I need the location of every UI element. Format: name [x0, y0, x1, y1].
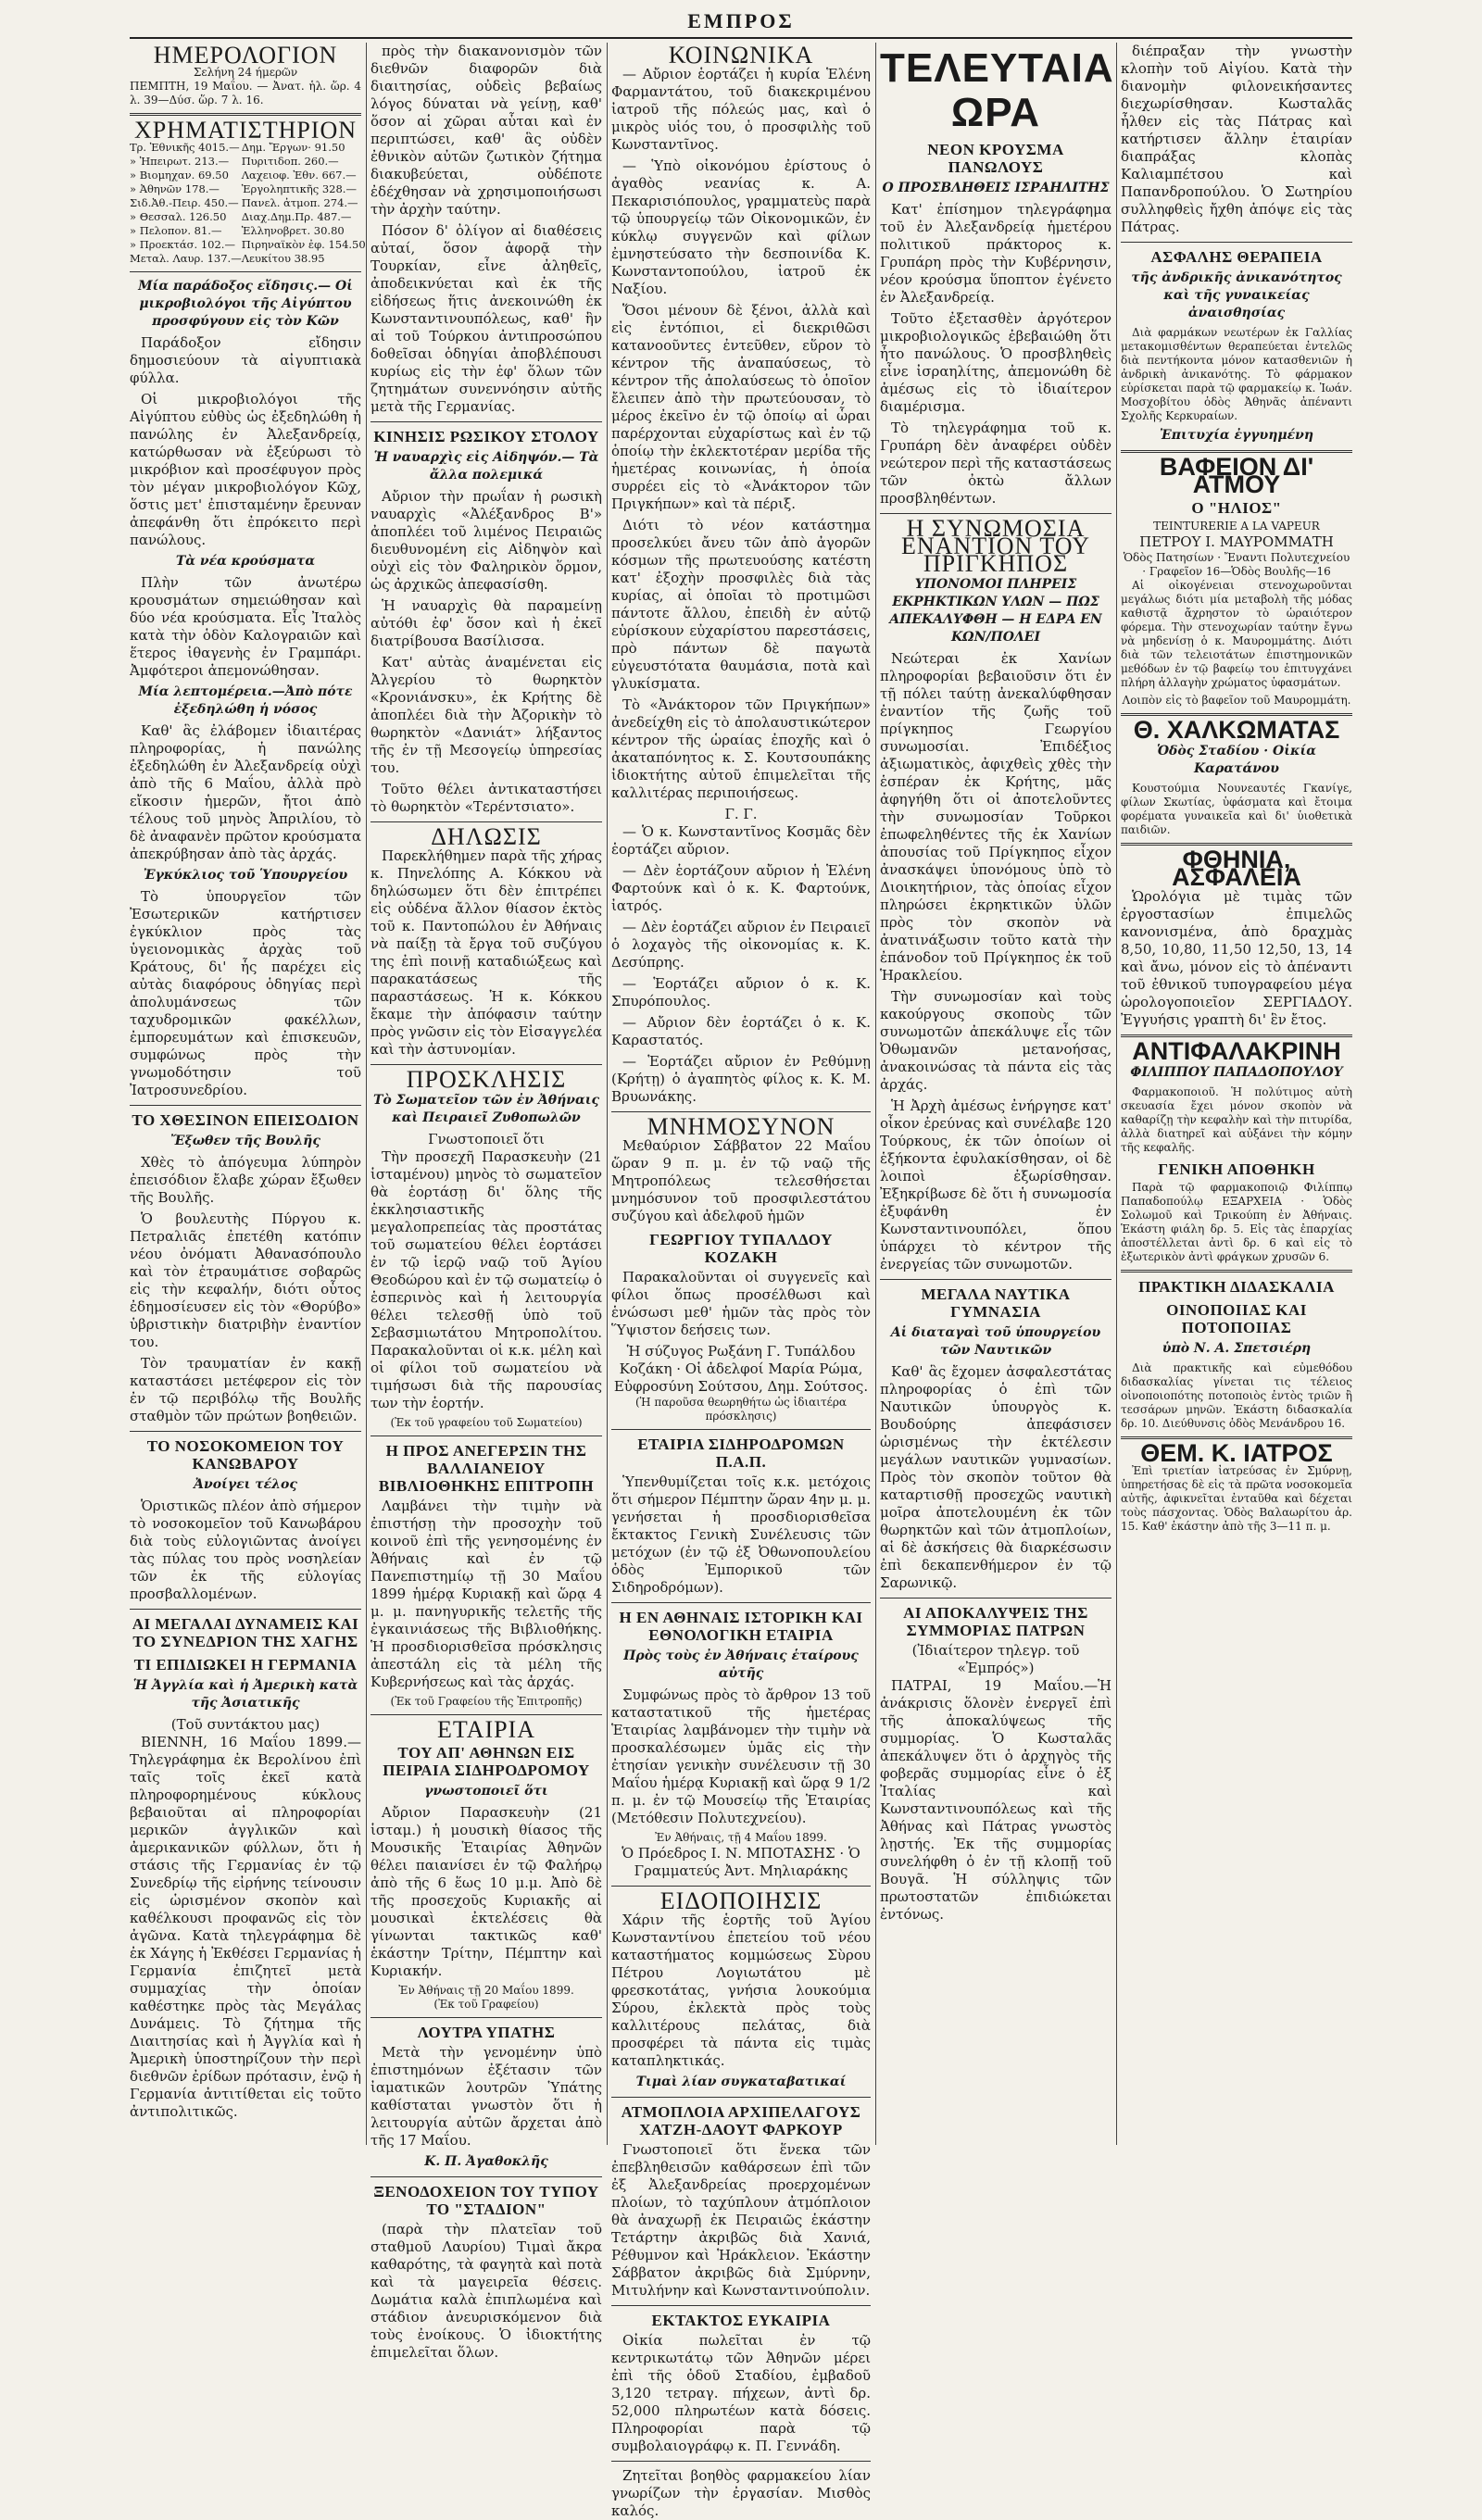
ad-subtitle: ὑπὸ Ν. Α. Σπετσιέρη — [1162, 1341, 1312, 1356]
divider — [880, 1279, 1112, 1280]
article-credit: (Ἰδιαίτερον τηλεγρ. τοῦ «Ἐμπρός») — [911, 1642, 1080, 1676]
article-title: ΤΟ ΝΟΣΟΚΟΜΕΙΟΝ ΤΟΥ ΚΑΝΩΒΑΡΟΥ — [146, 1437, 345, 1473]
ad-title: ΓΕΝΙΚΗ ΑΠΟΘΗΚΗ — [1158, 1160, 1315, 1178]
divider — [370, 2017, 602, 2018]
table-row: Σιδ.Ἀθ.-Πειρ. 450.— Πανελ. ἀτμοπ. 274.— — [130, 196, 358, 209]
article-title: ΚΙΝΗΣΙΣ ΡΩΣΙΚΟΥ ΣΤΟΛΟΥ — [373, 428, 599, 445]
article-title: ΚΟΙΝΩΝΙΚΑ — [668, 42, 814, 69]
ad-note: Λοιπὸν εἰς τὸ βαφεῖον τοῦ Μαυρομμάτη. — [1122, 694, 1351, 707]
article-subtitle: Πρὸς τοὺς ἐν Ἀθήναις ἑταίρους αὐτῆς — [623, 1649, 859, 1681]
article-text: — Δὲν ἑορτάζουν αὔριον ἡ Ἑλένη Φαρτούνκ καὶ ὁ κ. Κ. Φαρτούνκ, ἰατρός. — [611, 862, 871, 914]
table-row: Τρ. Ἐθνικῆς 4015.— Δημ. Ἔργων· 91.50 — [130, 141, 345, 154]
column-divider — [1116, 43, 1117, 2145]
article-text: Ἡ Ἀρχὴ ἀμέσως ἐνήργησε κατ' οἶκον ἐρεύνας καὶ συνέλαβε 120 Τούρκους, ἐκ τῶν ὁποίων οἱ ἑξήκοντα ἐφυλακίσθησαν, οἱ δὲ λοιποὶ ἐξωρίσθησαν. Ἐξηκρίβωσε δὲ ὅτι ἡ συνωμοσία ἐξυφάνθη ἐν Κωνσταντινουπόλει, ὅπου ὑπάρχει τὸ κέντρον τῆς ἐνεργείας τῶν συνωμοτῶν. — [880, 1097, 1112, 1273]
article-subtitle: ΤΟΥ ΑΠ' ΑΘΗΝΩΝ ΕΙΣ ΠΕΙΡΑΙΑ ΣΙΔΗΡΟΔΡΟΜΟΥ — [383, 1744, 590, 1779]
column-1 — [130, 42, 366, 2145]
divider — [1121, 1270, 1352, 1273]
article-title: ΔΗΛΩΣΙΣ — [431, 823, 542, 850]
article-text: πρὸς τὴν διακανονισμὸν τῶν διεθνῶν διαφορῶν διὰ διαιτησίας, οὐδεὶς βεβαίως λόγος δύναται νὰ γείνῃ, καθ' ὅσον αἱ χῶραι αὗται καὶ ἐν περιπτώσει, καθ' ἃς οὐδὲν ἐθνικὸν αὐτῶν ζωτικὸν ζήτημα διακυβεύεται, οὐδέποτε ἐδέχθησαν νὰ χρησιμοποιήσωσι τὴν ἀρχὴν ταύτην. — [370, 43, 602, 218]
article-text: Ὁ βουλευτὴς Πύργου κ. Πετραλιᾶς ἐπετέθη κατόπιν νέου ὀνόματι Ἀθανασόπουλο καὶ τὸν ἐτραυμάτισε σοβαρῶς εἰς τὴν κεφαλήν, διότι οὗτος ἐδημοσίευσεν εἰς τὸν «Θορύβο» ὑβριστικὴν διατριβὴν ἐναντίον του. — [130, 1210, 361, 1350]
divider — [611, 1886, 871, 1887]
article-date: Ἐν Ἀθήναις τῇ 20 Μαΐου 1899. — [398, 1984, 574, 1997]
article-signature: Ἡ σύζυγος Ρωξάνη Γ. Τυπάλδου Κοζάκη · Οἱ ἀδελφοί Μαρία Ρώμα, Εὐφροσύνη Σούτσου, Δημ. Σούτσος. — [613, 1343, 869, 1395]
article-text: Αὔριον Παρασκευὴν (21 ἱσταμ.) ἡ μουσικὴ θίασος τῆς Μουσικῆς Ἑταιρίας Ἀθηνῶν θέλει παιανίσει ἐν τῷ Φαλήρῳ ἀπὸ τῆς 6 ἕως 10 μ.μ. Ἀπὸ δὲ τῆς προσεχοῦς Κυριακῆς αἱ μουσικαὶ ἐκτελέσεις θὰ γίνωνται τακτικῶς καθ' ἑκάστην Τρίτην, Πέμπτην καὶ Κυριακήν. — [370, 1804, 602, 1979]
article-text: — Ἑορτάζει αὔριον ἐν Ρεθύμνῃ (Κρήτῃ) ὁ ἀγαπητὸς φίλος κ. Κ. Μ. Βρυωνάκης. — [611, 1053, 871, 1105]
table-row: » Πελοπον. 81.— Ἑλληνοβρετ. 30.80 — [130, 224, 345, 237]
ad-title: ΠΡΑΚΤΙΚΗ ΔΙΔΑΣΚΑΛΙΑ — [1138, 1278, 1335, 1296]
article-text: Συμφώνως πρὸς τὸ ἄρθρον 13 τοῦ καταστατικοῦ τῆς ἡμετέρας Ἑταιρίας λαμβάνομεν τὴν τιμὴν νὰ προσκαλέσωμεν ὑμᾶς εἰς τὴν ἐτησίαν γενικὴν συνέλευσιν τῇ 30 Μαΐου ἡμέρᾳ Κυριακῇ καὶ ὥρᾳ 9 1/2 π. μ. ἐν τῷ Μουσείῳ τῆς Ἑταιρίας (Μετόθεσιν Πολυτεχνείου). — [611, 1686, 871, 1826]
column-divider — [875, 43, 876, 2145]
article-text: — Ἑορτάζει αὔριον ὁ κ. Κ. Σπυρόπουλος. — [611, 975, 871, 1009]
ad-text: Ἐπὶ τριετίαν ἰατρεύσας ἐν Σμύρνῃ, ὑπηρετήσας δὲ εἰς τὰ πρῶτα νοσοκομεῖα αὐτῆς, ἀφικνεῖται ἐνταῦθα καὶ δέχεται τοὺς πάσχοντας. Ὁδὸς Βαλαωρίτου ἀρ. 15. Καθ' ἑκάστην ἀπὸ τῆς 3—11 π. μ. — [1121, 1464, 1352, 1533]
article-date: Ἐν Ἀθήναις, τῇ 4 Μαΐου 1899. — [655, 1831, 827, 1844]
ad-text: Ὡρολόγια μὲ τιμὰς τῶν ἐργοστασίων ἐπιμελῶς κανονισμένα, ἀπὸ δραχμὰς 8,50, 10,80, 11,50 12,50, 13, 14 καὶ ἄνω, μόνον εἰς τὸ ἀπέναντι τοῦ ἐθνικοῦ τυπογραφείου μέγα ὡρολογοποιεῖον ΣΕΡΓΙΑΔΟΥ. Ἐγγυήσις γραπτὴ δι' ἓν ἔτος. — [1121, 888, 1352, 1028]
stock-table — [130, 141, 366, 266]
article-credit: (Τοῦ συντάκτου μας) — [170, 1716, 320, 1733]
article-credit: (Ἐκ τοῦ Γραφείου) — [433, 1998, 539, 2011]
article-subtitle: γνωστοποιεῖ ὅτι — [424, 1784, 548, 1799]
article-note: (Ἡ παροῦσα θεωρηθήτω ὡς ἰδιαιτέρα πρόσκλησις) — [635, 1396, 847, 1423]
masthead: ΕΜΠΡΟΣ — [687, 9, 795, 32]
ad-title: ΘΕΜ. Κ. ΙΑΤΡΟΣ — [1140, 1439, 1333, 1467]
article-text: Οἰκία πωλεῖται ἐν τῷ κεντρικωτάτῳ τῶν Ἀθηνῶν μέρει ἐπὶ τῆς ὁδοῦ Σταδίου, ἐμβαδοῦ 3,120 τετραγ. πήχεων, ἀντὶ δρ. 52,000 πληρωτέων κατὰ δόσεις. Πληροφορίαι παρὰ τῷ συμβολαιογράφῳ κ. Π. Γεννάδη. — [611, 2332, 871, 2454]
article-text: Τὸν τραυματίαν ἐν κακῇ καταστάσει μετέφερον εἰς τὸν ἐν τῷ περιβόλῳ τῆς Βουλῆς σταθμὸν τῶν πρώτων βοηθειῶν. — [130, 1355, 361, 1424]
article-text: Γνωστοποιεῖ ὅτι ἕνεκα τῶν ἐπεβληθεισῶν καθάρσεων ἐπὶ τῶν ἐξ Ἀλεξανδρείας προερχομένων πλοίων, τὸ ταχύπλουν ἀτμόπλοιον θὰ ἀναχωρῇ ἐκ Πειραιῶς ἑκάστην Τετάρτην ἀκριβῶς διὰ Χανιά, Ρέθυμνον καὶ Ἡράκλειον. Ἑκάστην Σάββατον ἀκριβῶς διὰ Σμύρνην, Μιτυλήνην καὶ Κωνσταντινούπολιν. — [611, 2141, 871, 2299]
article-text: Ὅσοι μένουν δὲ ξένοι, ἀλλὰ καὶ εἰς ἐντόπιοι, εἰ διεκριθῶσι κατανοοῦντες ἐντεῦθεν, εὕρον τὸ κέντρον τῆς ἀναπαύσεως, τὸ κέντρον τῆς ἀπολαύσεως τὸ ὁποῖον ἔλειπεν ἀπὸ τὴν πρωτεύουσαν, τὸ μέρος ἐκεῖνο ἐν τῷ ὁποίῳ αἱ ὧραι παρέρχονται εὐχαρίστως καὶ ἐν τῷ ὁποίῳ τὴν ἐκλεκτοτέραν μερίδα τῆς ἡμετέρας κοινωνίας, ἡ ὁποία συρρέει εἰς τὸ «Ἀνάκτορον τῶν Πριγκήπων» καὶ τὰ πέριξ. — [611, 302, 871, 512]
column-3 — [611, 42, 871, 2519]
article-signature: Ὁ Πρόεδρος Ι. Ν. ΜΠΟΤΑΣΗΣ · Ὁ Γραμματεύς Ἀντ. Μηλιαράκης — [622, 1845, 860, 1879]
divider — [370, 421, 602, 422]
divider — [370, 1714, 602, 1715]
divider — [611, 1602, 871, 1603]
divider — [130, 1609, 361, 1610]
article-signature: Κ. Π. Ἀγαθοκλῆς — [424, 2154, 548, 2169]
table-row: » Προεκτάσ. 102.— Πιρηναϊκὸν ἐφ. 154.50 — [130, 238, 366, 251]
article-text: Νεώτεραι ἐκ Χανίων πληροφορίαι βεβαιοῦσιν ὅτι ἐν τῇ πόλει ταύτῃ ἀνεκαλύφθησαν ἐναντίον τῆς ζωῆς τοῦ πρίγκηπος Γεωργίου συνωμοσίαι. Ἐπιδέξιος ἀξιωματικὸς, ἀφιχθεὶς χθὲς τὴν ἑσπέραν ἐκ Κρήτης, μᾶς ἀφηγήθη ὅτι οἱ ἀποτελοῦντες τὴν συνωμοσίαν Τοῦρκοι ἐπωφεληθέντες τῆς ἐκ Χανίων ἀπουσίας τοῦ Πρίγκηπος εἶχον ἀνασκάψει ὑπονόμους ὑπὸ τὸ Διοικητήριον, τὰς ὁποίας εἶχον πληρώσει ἐκρηκτικῶν ὑλῶν πρὸς τὸν σκοπὸν νὰ ἀνατινάξωσιν τοῦτο κατὰ τὴν ἐπάνοδον τοῦ Πρίγκηπος ἐκ τοῦ Ἡρακλείου. — [880, 650, 1112, 984]
article-subtitle: Ἔξωθεν τῆς Βουλῆς — [170, 1134, 320, 1148]
article-text: Αὔριον τὴν πρωΐαν ἡ ρωσικὴ ναυαρχὶς «Ἀλέξανδρος Β'» ἀποπλέει τοῦ λιμένος Πειραιῶς διευθυνομένη εἰς Αἰδηψὸν καὶ οὐχὶ εἰς τὸν Φαληρικὸν ὅρμον, ὡς ἀρχικῶς ἀπεφασίσθη. — [370, 488, 602, 593]
ad-text: Φαρμακοποιοῦ. Ἡ πολύτιμος αὐτὴ σκευασία ἔχει μόνον σκοπὸν νὰ καθαρίζῃ τὴν κεφαλὴν καὶ τὴν πιτυρίδα, ἀλλὰ διατηρεῖ καὶ αὐξάνει τὴν κόμην τῆς κεφαλῆς. — [1121, 1085, 1352, 1154]
article-subtitle: Αἱ διαταγαὶ τοῦ ὑπουργείου τῶν Ναυτικῶν — [890, 1325, 1101, 1358]
article-text: Τὴν συνωμοσίαν καὶ τοὺς κακούργους σκοποὺς τῶν συνωμοτῶν ἀπεκάλυψε εἷς τῶν Ὀθωμανῶν μετανοήσας, ἀνακοινώσας τὰ πάντα εἰς τὰς ἀρχάς. — [880, 988, 1112, 1093]
divider — [370, 821, 602, 822]
ad-title: ΑΝΤΙΦΑΛΑΚΡΙΝΗ — [1132, 1037, 1341, 1065]
divider — [130, 271, 361, 272]
article-text: Διότι τὸ νέον κατάστημα προσελκύει ἄνευ τῶν ἀπὸ ἀγορῶν κόσμων τῆς πρωτευούσης κατέστη κατ' ἐξοχὴν προσφιλὲς διὰ τὰς κυρίας, αἱ ὁποῖαι τὸ προτιμῶσι πάντοτε ἄλλου, ἐπειδὴ ἐν αὐτῷ εὑρίσκουν εὐχαρίστου παρεστάσεις, πρὸ πάντων δὲ παγωτὰ εὐγευστότατα θαυμάσια, ποτὰ καὶ γλυκίσματα. — [611, 517, 871, 692]
article-text: Πλὴν τῶν ἀνωτέρω κρουσμάτων σημειώθησαν καὶ δύο νέα κρούσματα. Εἷς Ἰταλὸς κατὰ τὴν ὁδὸν Καλογραιῶν καὶ ἕτερος ἰθαγενὴς ἐν Γραμπάρι. Ἀμφότεροι ἀπεμονώθησαν. — [130, 574, 361, 679]
article-signature: Γ. Γ. — [724, 806, 758, 822]
article-subtitle: ΓΕΩΡΓΙΟΥ ΤΥΠΑΛΔΟΥ ΚΟΖΑΚΗ — [649, 1231, 833, 1266]
article-title: Μία λεπτομέρεια.—Ἀπὸ πότε ἐξεδηλώθη ἡ νόσος — [138, 684, 353, 717]
ad-title: ΑΣΦΑΛΗΣ ΘΕΡΑΠΕΙΑ — [1150, 248, 1323, 266]
article-text: ΒΙΕΝΝΗ, 16 Μαΐου 1899.—Τηλεγράφημα ἐκ Βερολίνου ἐπὶ ταῖς τοῖς ἐκεῖ κατὰ πληροφορημένους κύκλους βεβαιοῦται αἱ πληροφορίαι μερικῶν ἀγγλικῶν καὶ ἀμερικανικῶν φύλλων, ὅτι ἡ στάσις τῆς Γερμανίας ἐν τῷ Συνεδρίῳ τῆς εἰρήνης τείνουσιν εἰς ὡρισμένον σκοπὸν καὶ καθέλκουσι προφανῶς εἰς τὸν ἀγῶνα. Κατὰ τηλεγράφημα δὲ ἐκ Χάγης ἡ Ἐκθέσει Γερμανίας ἡ Γερμανία ἐπιζητεῖ μετὰ συμμαχίας τὴν ὁποίαν καθέστηκε πρὸς τὰς Μεγάλας Δυνάμεις. Τὸ ζήτημα τῆς Διαιτησίας καὶ ἡ Ἀγγλία καὶ ἡ Ἀμερικὴ ὑποστηρίζουν τὴν περὶ διεθνῶν ἐρίδων πρότασιν, ἐνῷ ἡ Γερμανία ἀντιτίθεται εἰς τοῦτο ἀντιπολιτικῶς. — [130, 1734, 361, 2120]
article-title: ΕΚΤΑΚΤΟΣ ΕΥΚΑΙΡΙΑ — [651, 2312, 831, 2329]
ad-subtitle: Ο "ΗΛΙΟΣ" — [1191, 499, 1282, 517]
article-title: ΑΙ ΑΠΟΚΑΛΥΨΕΙΣ ΤΗΣ ΣΥΜΜΟΡΙΑΣ ΠΑΤΡΩΝ — [903, 1604, 1088, 1639]
article-title: ΜΝΗΜΟΣΥΝΟΝ — [647, 1113, 835, 1140]
table-row: » Θεσσαλ. 126.50 Διαχ.Δημ.Πρ. 487.— — [130, 210, 352, 223]
article-text: Παρακαλοῦνται οἱ συγγενεῖς καὶ φίλοι ὅπως προσέλθωσι καὶ ἑνώσωσι μεθ' ἡμῶν τὰς πρὸς τὸν Ὕψιστον δεήσεις των. — [611, 1269, 871, 1338]
article-subtitle: Ἡ Ἀγγλία καὶ ἡ Ἀμερικὴ κατὰ τῆς Ἀσιατικῆς — [132, 1678, 358, 1711]
article-title: Μία παράδοξος εἴδησις.— Οἱ μικροβιολόγοι τῆς Αἰγύπτου προσφύγουν εἰς τὸν Κῶν — [138, 279, 353, 329]
article-title: ΤΟ ΧΘΕΣΙΝΟΝ ΕΠΕΙΣΟΔΙΟΝ — [132, 1111, 359, 1129]
exchange-title: ΧΡΗΜΑΤΙΣΤΗΡΙΟΝ — [133, 117, 358, 144]
article-text: Οἱ μικροβιολόγοι τῆς Αἰγύπτου εὐθὺς ὡς ἐξεδηλώθη ἡ πανώλης ἐν Ἀλεξανδρείᾳ, κατώρθωσαν νὰ ἐξεύρωσι τὸ μικρόβιον καὶ προσέφυγον πρὸς τὸν μέγαν μικροβιολόγον Κῶχ, ὅστις μετ' ἐπισταμένην ἔρευναν ἀπεφάνθη ὅτι ἐπρόκειτο περὶ πανώλους. — [130, 391, 361, 548]
ad-subtitle: τῆς ἀνδρικῆς ἀνικανότητος καὶ τῆς γυναικείας ἀναισθησίας — [1131, 270, 1342, 320]
article-text: Λαμβάνει τὴν τιμὴν νὰ ἐπιστήσῃ τὴν προσοχὴν τοῦ κοινοῦ ἐπὶ τῆς γενησομένης ἐν Ἀθήναις καὶ ἐν τῷ Πανεπιστημίῳ τῇ 30 Μαΐου 1899 ἡμέρᾳ Κυριακῇ καὶ ὥρᾳ 4 μ. μ. πανηγυρικῆς τελετῆς τῆς ἐγκαινιάσεως τῆς Βιβλιοθήκης. Ἡ προσδιορισθεῖσα πρόσκλησις ἀπεστάλη εἰς τὰ μέλη τῆς Κυβερνήσεως καὶ τὰς ἀρχάς. — [370, 1498, 602, 1690]
article-subtitle: Ἀνοίγει τέλος — [194, 1477, 297, 1492]
article-text: Παρεκλήθημεν παρὰ τῆς χήρας κ. Πηνελόπης Α. Κόκκου νὰ δηλώσωμεν ὅτι δὲν ἐπιτρέπει εἰς οὐδένα ἄλλον θίασον ἐκτὸς τοῦ κ. Παντοπώλου ἐν Ἀθήναις νὰ παίξῃ τὰ ἔργα τοῦ συζύγου της ἐπὶ ποινῇ καταδιώξεως καὶ παρακατάσεως τῆς παραστάσεως. Ἡ κ. Κόκκου ἔκαμε τὴν ἀπόφασιν ταύτην πρὸς γνῶσιν εἰς τὸν Εἰσαγγελέα καὶ τὴν ἀστυνομίαν. — [370, 847, 602, 1058]
divider — [880, 513, 1112, 514]
ad-text: Διὰ φαρμάκων νεωτέρων ἐκ Γαλλίας μετακομισθέντων θεραπεύεται ἐντελῶς διὰ πεντήκοντα μόνον κατασθενιῶν ἡ ἀνδρικὴ ἀνικανότης. Τὸ φάρμακον εὑρίσκεται παρὰ τῷ φαρμακείῳ κ. Ἰωάν. Μοσχοβίτου ὁδὸς Ἀθηνᾶς ἀπέναντι Σχολῆς Κερκυραίων. — [1121, 326, 1352, 422]
article-text: Τὴν προσεχῆ Παρασκευὴν (21 ἱσταμένου) μηνὸς τὸ σωματεῖον θὰ ἑορτάσῃ δι' ὅλης τῆς ἐκκλησιαστικῆς μεγαλοπρεπείας τὰς προστάτας τοῦ σωματείου θέλει ἑορτάσει ἐν τῷ ἱερῷ ναῷ τοῦ Ἁγίου Θεοδώρου καὶ ἐν τῷ σωματείῳ ὁ ἑσπερινὸς καὶ ἡ λειτουργία θέλει τελεσθῇ ὑπὸ τοῦ Σεβασμιωτάτου Μητροπολίτου. Παρακαλοῦνται οἱ κ.κ. μέλη καὶ οἱ φίλοι τοῦ σωματείου νὰ τιμήσωσι διὰ τῆς παρουσίας των τὴν ἑορτήν. — [370, 1148, 602, 1411]
ad-text: Παρὰ τῷ φαρμακοποιῷ Φιλίππῳ Παπαδοπούλῳ ΕΞΑΡΧΕΙΑ · Ὁδὸς Σολωμοῦ καὶ Τρικούπη ἐν Ἀθήναις. Ἑκάστη φιάλη δρ. 5. Εἰς τὰς ἐπαρχίας ἀποστέλλεται ἀντὶ δρ. 6 καὶ εἰς τὸ ἐξωτερικὸν ἀντὶ φράγκων χρυσῶν 6. — [1121, 1181, 1352, 1263]
ad-subtitle: ΟΙΝΟΠΟΙΙΑΣ ΚΑΙ ΠΟΤΟΠΟΙΙΑΣ — [1166, 1301, 1307, 1336]
article-title: Τὰ νέα κρούσματα — [175, 554, 316, 569]
table-row: » Ἀθηνῶν 178.— Ἐργοληπτικῆς 328.— — [130, 182, 357, 195]
divider — [611, 2461, 871, 2462]
table-row: Μεταλ. Λαυρ. 137.— Λευκίτου 38.95 — [130, 252, 325, 265]
divider — [130, 113, 361, 116]
top-rule — [130, 37, 1352, 39]
article-note: Ζητεῖται βοηθὸς φαρμακείου λίαν γνωρίζων τὴν ἐργασίαν. Μισθὸς καλός. — [611, 2467, 871, 2519]
article-text: Τοῦτο θέλει ἀντικαταστήσει τὸ θωρηκτὸν «Τερέντσιατο». — [370, 781, 602, 815]
ad-address: Ὁδὸς Πατησίων · Ἔναντι Πολυτεχνείου · Γραφεῖον 16—Ὁδὸς Βουλῆς—16 — [1123, 551, 1350, 578]
ad-subtitle: TEINTURERIE A LA VAPEUR — [1153, 520, 1320, 533]
article-text: Χάριν τῆς ἑορτῆς τοῦ Ἁγίου Κωνσταντίνου ἐπετείου τοῦ νέου καταστήματος κομμώσεως Σὺρου Πέτρου Λογιωτάτου μὲ φρεσκοτάτας, γνήσια λουκούμια Σύρου, ἐκλεκτὰ πρὸς τοὺς καλλιτέρους πελάτας, διὰ προσφέρει τὰ πάντα εἰς τιμὰς καταπληκτικάς. — [611, 1912, 871, 2069]
article-title: ΑΤΜΟΠΛΟΙΑ ΑΡΧΙΠΕΛΑΓΟΥΣ ΧΑΤΖΗ-ΔΑΟΥΤ ΦΑΡΚΟΥΡ — [621, 2103, 861, 2138]
article-title: Η ΠΡΟΣ ΑΝΕΓΕΡΣΙΝ ΤΗΣ ΒΑΛΛΙΑΝΕΙΟΥ ΒΙΒΛΙΟΘΗΚΗΣ ΕΠΙΤΡΟΠΗ — [378, 1442, 595, 1495]
article-text: — Δὲν ἑορτάζει αὔριον ἐν Πειραιεῖ ὁ λοχαγὸς τῆς οἰκονομίας κ. Κ. Δεσύπρης. — [611, 919, 871, 971]
ad-signature: Ἐπιτυχία ἐγγυημένη — [1159, 428, 1314, 443]
article-text: Τὸ «Ἀνάκτορον τῶν Πριγκήπων» ἀνεδείχθη εἰς τὸ ἀπολαυστικώτερον κέντρον τῆς ὡραίας ἐποχῆς καὶ ὁ ἀκαταπόνητος κ. Σ. Κουτσουπάκης ἰδιοκτήτης αὐτοῦ ἐπιμελεῖται τῆς καλλιτέρας περιποιήσεως. — [611, 696, 871, 801]
article-text: Μετὰ τὴν γενομένην ὑπὸ ἐπιστημόνων ἐξέτασιν τῶν ἰαματικῶν λουτρῶν Ὑπάτης καθίσταται γνωστὸν ὅτι ἡ λειτουργία αὐτῶν ἄρχεται ἀπὸ τῆς 17 Μαΐου. — [370, 2044, 602, 2149]
article-credit: (Ἐκ τοῦ Γραφείου τῆς Ἐπιτροπῆς) — [390, 1695, 583, 1708]
ad-subtitle: ΠΕΤΡΟΥ Ι. ΜΑΥΡΟΜΜΑΤΗ — [1139, 533, 1334, 550]
article-text: διέπραξαν τὴν γνωστὴν κλοπὴν τοῦ Αἰγίου. Κατὰ τὴν διανομὴν φιλονεικήσαντες διεχωρίσθησαν. Κωσταλᾶς ἦλθεν εἰς τὰς Πάτρας καὶ κατήρτισεν ἄλλην ἑταιρίαν διαπράξας κλοπὰς Καλιαμπέτσου καὶ Παπανδροπούλου. Ὁ Σωτηρίου συλληφθεὶς ἤχθη ἀπόψε εἰς τὰς Πάτρας. — [1121, 43, 1352, 235]
ad-text: Κουστούμια Νουνεαυτές Γκανίγε, φίλων Σκωτίας, ὑφάσματα καὶ ἔτοιμα φορέματα γυναικεῖα καὶ δι' ὑιοθετικὰ παιδιῶν. — [1121, 782, 1352, 836]
divider — [611, 1111, 871, 1112]
calendar-title: ΗΜΕΡΟΛΟΓΙΟΝ — [153, 42, 338, 69]
article-title: Ἐγκύκλιος τοῦ Ὑπουργείου — [143, 868, 348, 883]
article-text: Ἡ ναυαρχὶς θὰ παραμείνῃ αὐτόθι ἐφ' ὅσον καὶ ἡ ἐκεῖ διατρίβουσα Βασίλισσα. — [370, 597, 602, 649]
article-text: Κατ' ἐπίσημον τηλεγράφημα τοῦ ἐν Ἀλεξανδρείᾳ ἡμετέρου πολιτικοῦ πράκτορος κ. Γρυπάρη πρὸς τὴν Κυβέρνησιν, νέον κρούσμα ὕποπτον ἐγένετο ἐν Ἀλεξανδρείᾳ. — [880, 201, 1112, 306]
article-subtitle: ΤΙ ΕΠΙΔΙΩΚΕΙ Η ΓΕΡΜΑΝΙΑ — [133, 1656, 358, 1674]
calendar-line: ΠΕΜΠΤΗ, 19 Μαΐου. — Ἀνατ. ἡλ. ὥρ. 4 λ. 39—Δύσ. ὥρ. 7 λ. 16. — [130, 80, 361, 107]
article-title: ΕΤΑΙΡΙΑ ΣΙΔΗΡΟΔΡΟΜΩΝ Π.Α.Π. — [637, 1436, 845, 1471]
ad-text: Αἱ οἰκογένειαι στενοχωροῦνται μεγάλως διότι μία μεταβολὴ τῆς μόδας καθιστᾷ ἄχρηστον τὸ ὡραιότερον φόρεμα. Τὴν στενοχωρίαν ταύτην ἔγνω νὰ μηδενίσῃ ὁ κ. Μαυρομμάτης. Διότι διὰ τῶν τελειοτάτων ἐπιστημονικῶν μεθόδων ἐν τῷ βαφείῳ του ἐπιτυγχάνει πλήρη ἀλλαγὴν χρώματος ὑφασμάτων. — [1121, 579, 1352, 689]
article-text: Τοῦτο ἐξετασθὲν ἀργότερον μικροβιολογικῶς ἐβεβαιώθη ὅτι ἦτο πανώλους. Ὁ προσβληθεὶς εἶνε ἰσραηλίτης, ἀπεμονώθη δὲ ἀμέσως εἰς τὸ ἰδιαίτερον διαμέρισμα. — [880, 310, 1112, 415]
article-text: Ὑπενθυμίζεται τοῖς κ.κ. μετόχοις ὅτι σήμερον Πέμπτην ὥραν 4ην μ. μ. γενήσεται ἡ προσδιορισθεῖσα ἔκτακτος Γενικὴ Συνέλευσις τῶν μετόχων (ἐν τῷ ἐξ Ὀθωνοπουλείου ὁδὸς Ἐμπορικοῦ τῶν Σιδηροδρόμων). — [611, 1473, 871, 1596]
table-row: » Ἠπειρωτ. 213.— Πυριτιδοπ. 260.— — [130, 155, 339, 168]
article-text: Χθὲς τὸ ἀπόγευμα λύπηρὸν ἐπεισόδιον ἔλαβε χώραν ἔξωθεν τῆς Βουλῆς. — [130, 1154, 361, 1206]
article-text: — Ὑπὸ οἰκονόμου ἐρίστους ὁ ἀγαθὸς νεανίας κ. Α. Πεκαρισιόπουλος, γραμματεὺς παρὰ τῷ ὑπουργείῳ τῶν Οἰκονομικῶν, ἐν κύκλῳ συγγενῶν καὶ φίλων ἐμνηστεύσατο τὴν δεσποινίδα Κ. Κωνσταντοπούλου, ἰατροῦ ἐκ Ναξίου. — [611, 157, 871, 297]
article-text: Ὁριστικῶς πλέον ἀπὸ σήμερον τὸ νοσοκομεῖον τοῦ Κανωβάρου διὰ τοὺς εὐλογιῶντας ἀνοίγει τὰς πύλας του πρὸς νοσηλείαν τῶν ἐκ τῆς εὐλογίας προσβαλλομένων. — [130, 1498, 361, 1602]
column-5 — [1121, 43, 1352, 2145]
ad-title: ΦΘΗΝΙΑ, ΑΣΦΑΛΕΙΑ — [1172, 846, 1301, 891]
article-text: Καθ' ἃς ἐλάβομεν ἰδιαιτέρας πληροφορίας, ἡ πανώλης ἐξεδηλώθη ἐν Ἀλεξανδρείᾳ οὐχὶ ἀπὸ τῆς 6 Μαΐου, ἀλλὰ πρὸ εἴκοσιν ἡμερῶν, ἤτοι ἀπὸ τέλους τοῦ μηνὸς Ἀπριλίου, τὸ δὲ ἀναφανὲν πρῶτον κρούσματα ἀπεκρύβησαν ἀπὸ τὰς ἀρχάς. — [130, 722, 361, 862]
article-title: ΜΕΓΑΛΑ ΝΑΥΤΙΚΑ ΓΥΜΝΑΣΙΑ — [921, 1285, 1071, 1321]
divider — [130, 1431, 361, 1432]
article-subtitle: Γνωστοποιεῖ ὅτι — [428, 1131, 545, 1147]
last-hour-title: ΤΕΛΕΥΤΑΙΑ ΩΡΑ — [880, 45, 1114, 135]
article-title: ΑΙ ΜΕΓΑΛΑΙ ΔΥΝΑΜΕΙΣ ΚΑΙ ΤΟ ΣΥΝΕΔΡΙΟΝ ΤΗΣ ΧΑΓΗΣ — [132, 1615, 359, 1650]
column-divider — [607, 43, 608, 2145]
table-row: » Βιομηχαν. 69.50 Λαχειοφ. Ἐθν. 667.— — [130, 169, 357, 182]
divider — [611, 1429, 871, 1430]
divider — [370, 1064, 602, 1065]
article-text: (παρὰ τὴν πλατεῖαν τοῦ σταθμοῦ Λαυρίου) Τιμαὶ ἄκρα καθαρότης, τὰ φαγητὰ καὶ ποτὰ καὶ τὰ μαγειρεῖα θέσεις. Δωμάτια καλὰ ἐπιπλωμένα καὶ στάδιον ἀνευρισκόμενον διὰ τοὺς ἐνοίκους. Ὁ ἰδιοκτήτης ἐπιμελεῖται ὅλων. — [370, 2221, 602, 2361]
article-subtitle: Ἡ ναυαρχὶς εἰς Αἰδηψόν.— Τὰ ἄλλα πολεμικά — [373, 450, 599, 483]
calendar-line: Σελήνη 24 ήμερῶν — [193, 66, 298, 79]
article-title: ΞΕΝΟΔΟΧΕΙΟΝ ΤΟΥ ΤΥΠΟΥ ΤΟ "ΣΤΑΔΙΟΝ" — [373, 2183, 599, 2218]
article-title: ΠΡΟΣΚΛΗΣΙΣ — [406, 1066, 567, 1093]
article-title: Η ΣΥΝΩΜΟΣΙΑ ΕΝΑΝΤΙΟΝ ΤΟΥ ΠΡΙΓΚΗΠΟΣ — [900, 515, 1090, 577]
article-title: ΕΙΔΟΠΟΙΗΣΙΣ — [659, 1887, 823, 1914]
article-credit: (Ἐκ τοῦ γραφείου τοῦ Σωματείου) — [390, 1416, 583, 1429]
divider — [1121, 242, 1352, 243]
divider — [611, 2305, 871, 2306]
divider — [130, 1105, 361, 1106]
article-subtitle: ΥΠΟΝΟΜΟΙ ΠΛΗΡΕΙΣ ΕΚΡΗΚΤΙΚΩΝ ΥΛΩΝ — ΠΩΣ ΑΠΕΚΑΛΥΦΘΗ — Η ΕΔΡΑ ΕΝ ΚΩΝ/ΠΟΛΕΙ — [889, 577, 1102, 645]
article-subtitle: Τὸ Σωματεῖον τῶν ἐν Ἀθήναις καὶ Πειραιεῖ Ζυθοπωλῶν — [372, 1093, 600, 1125]
article-subtitle: Ο ΠΡΟΣΒΛΗΘΕΙΣ ΙΣΡΑΗΛΙΤΗΣ — [882, 181, 1110, 195]
article-text: Καθ' ἃς ἔχομεν ἀσφαλεστάτας πληροφορίας ὁ ἐπὶ τῶν Ναυτικῶν ὑπουργὸς κ. Βουδούρης ἀπεφάσισεν ὡρισμένως τὴν ἐκτέλεσιν μεγάλων ναυτικῶν γυμνασίων. Πρὸς τὸν σκοπὸν τοῦτον θὰ καταρτισθῇ προσεχῶς ναυτικὴ μοῖρα ἀποτελουμένη ἐκ τῶν θωρηκτῶν καὶ τῶν ἀτμοπλοίων, αἱ δὲ ἀσκήσεις θὰ διαρκέσωσιν ἐπὶ δεκαπενθήμερον ἐν τῷ Σαρωνικῷ. — [880, 1363, 1112, 1591]
ad-subtitle: ΦΙΛΙΠΠΟΥ ΠΑΠΑΔΟΠΟΥΛΟΥ — [1130, 1065, 1343, 1080]
ad-title: ΒΑΦΕΙΟΝ ΔΙ' ΑΤΜΟΥ — [1159, 453, 1314, 498]
article-text: Παράδοξον εἴδησιν δημοσιεύουν τὰ αἰγυπτιακὰ φύλλα. — [130, 334, 361, 386]
ad-subtitle: Ὁδὸς Σταδίου · Οἰκία Καρατάνου — [1156, 744, 1317, 776]
article-text: — Αὔριον δὲν ἑορτάζει ὁ κ. Κ. Καραστατός. — [611, 1014, 871, 1048]
ad-title: Θ. ΧΑΛΚΩΜΑΤΑΣ — [1133, 716, 1340, 744]
article-text: Πόσον δ' ὀλίγον αἱ διαθέσεις αὐταί, ὅσον ἀφορᾷ τὴν Τουρκίαν, εἶνε ἀληθεῖς, ἀποδεικνύεται καὶ ἐκ τῆς εἰδήσεως ἥτις ἀνεκοινώθη ἐκ Κωνσταντινουπόλεως, καθ' ἣν αἱ τοῦ Τούρκου ἀντιπροσώπου δοθεῖσαι ὁδηγίαι ἀποβλέπουσι κυρίως εἰς τὴν ἐφ' ὅλων τῶν ζητημάτων συνεννόησιν αὐτῆς μετὰ τῆς Γερμανίας. — [370, 222, 602, 415]
article-text: — Ὁ κ. Κωνσταντῖνος Κοσμᾶς δὲν ἑορτάζει αὔριον. — [611, 823, 871, 858]
column-2 — [370, 43, 602, 2361]
divider — [880, 1598, 1112, 1599]
article-text: ΠΑΤΡΑΙ, 19 Μαΐου.—Ἡ ἀνάκρισις ὅλονὲν ἐνεργεῖ ἐπὶ τῆς ἀποκαλύψεως τῆς συμμορίας. Ὁ Κωσταλᾶς ἀπεκάλυψεν ὅτι ὁ ἀρχηγὸς τῆς φοβερᾶς συμμορίας εἶνε ὁ ἐξ Ἰταλίας καὶ Κωνσταντινουπόλεως καὶ τῆς Ἀθήνας καὶ Πάτρας γνωστὸς λῃστής. Ἐκ τῆς συμμορίας συνελήφθη ὁ ἐν τῇ κλοπῇ τοῦ Βουγᾶ. Ἡ σύλληψις τῶν πρωτοστατῶν ἐπιδιώκεται ἐντόνως. — [880, 1677, 1112, 1923]
article-text: — Αὔριον ἑορτάζει ἡ κυρία Ἑλένη Φαρμαντάτου, τοῦ διακεκριμένου ἰατροῦ τῆς πόλεώς μας, καὶ ὁ μικρὸς υἱός του, ὁ προσφιλὴς τοῦ Κωνσταντῖνος. — [611, 66, 871, 153]
article-subtitle: Τιμαὶ λίαν συγκαταβατικαί — [635, 2075, 847, 2089]
article-text: Μεθαύριον Σάββατον 22 Μαΐου ὥραν 9 π. μ. ἐν τῷ ναῷ τῆς Μητροπόλεως τελεσθήσεται μνημόσυνον τοῦ προσφιλεστάτου συζύγου καὶ ἀδελφοῦ ἡμῶν — [611, 1137, 871, 1224]
ad-text: Διὰ πρακτικῆς καὶ εὐμεθόδου διδασκαλίας γίνεται τις τέλειος οἰνοποιοπότης ποτοποιὸς ἐντὸς τριῶν ἢ τεσσάρων μηνῶν. Ἑκάστη διδασκαλία δρ. 10. Διεύθυνσις ὁδὸς Μενάνδρου 16. — [1121, 1361, 1352, 1430]
column-4 — [880, 43, 1112, 2145]
article-text: Τὸ τηλεγράφημα τοῦ κ. Γρυπάρη δὲν ἀναφέρει οὐδὲν νεώτερον περὶ τῆς καταστάσεως τῶν ὀκτὼ ἄλλων προσβληθέντων. — [880, 420, 1112, 507]
article-text: Κατ' αὐτὰς ἀναμένεται εἰς Ἀλγερίου τὸ θωρηκτὸν «Κρονιάνσκυ», ἐκ Κρήτης δὲ ἀποπλέει διὰ τὴν Ἀζορικὴν τὸ θωρηκτὸν «Δανιάτ» λήξαντος τῆς ἐν τῇ Μεσογείῳ ὑπηρεσίας του. — [370, 654, 602, 776]
column-divider — [366, 43, 367, 2145]
article-title: Η ΕΝ ΑΘΗΝΑΙΣ ΙΣΤΟΡΙΚΗ ΚΑΙ ΕΘΝΟΛΟΓΙΚΗ ΕΤΑΙΡΙΑ — [619, 1609, 863, 1644]
article-subtitle: ΝΕΟΝ ΚΡΟΥΣΜΑ ΠΑΝΩΛΟΥΣ — [927, 141, 1064, 176]
article-title: ΛΟΥΤΡΑ ΥΠΑΤΗΣ — [417, 2024, 556, 2041]
article-text: Τὸ ὑπουργεῖον τῶν Ἐσωτερικῶν κατήρτισεν ἐγκύκλιον πρὸς τὰς ὑγειονομικὰς ἀρχὰς τοῦ Κράτους, δι' ἧς παρέχει εἰς αὐτὰς διαφόρους ὁδηγίας περὶ ἀπολυμάνσεως τῶν ταχυδρομικῶν φακέλλων, ἐμπορευμάτων καὶ ἐπισκευῶν, συμφώνως πρὸς τὴν γνωμοδότησιν τοῦ Ἰατροσυνεδρίου. — [130, 888, 361, 1098]
divider — [611, 2097, 871, 2098]
article-title: ΕΤΑΙΡΙΑ — [436, 1716, 535, 1743]
divider — [370, 2176, 602, 2177]
